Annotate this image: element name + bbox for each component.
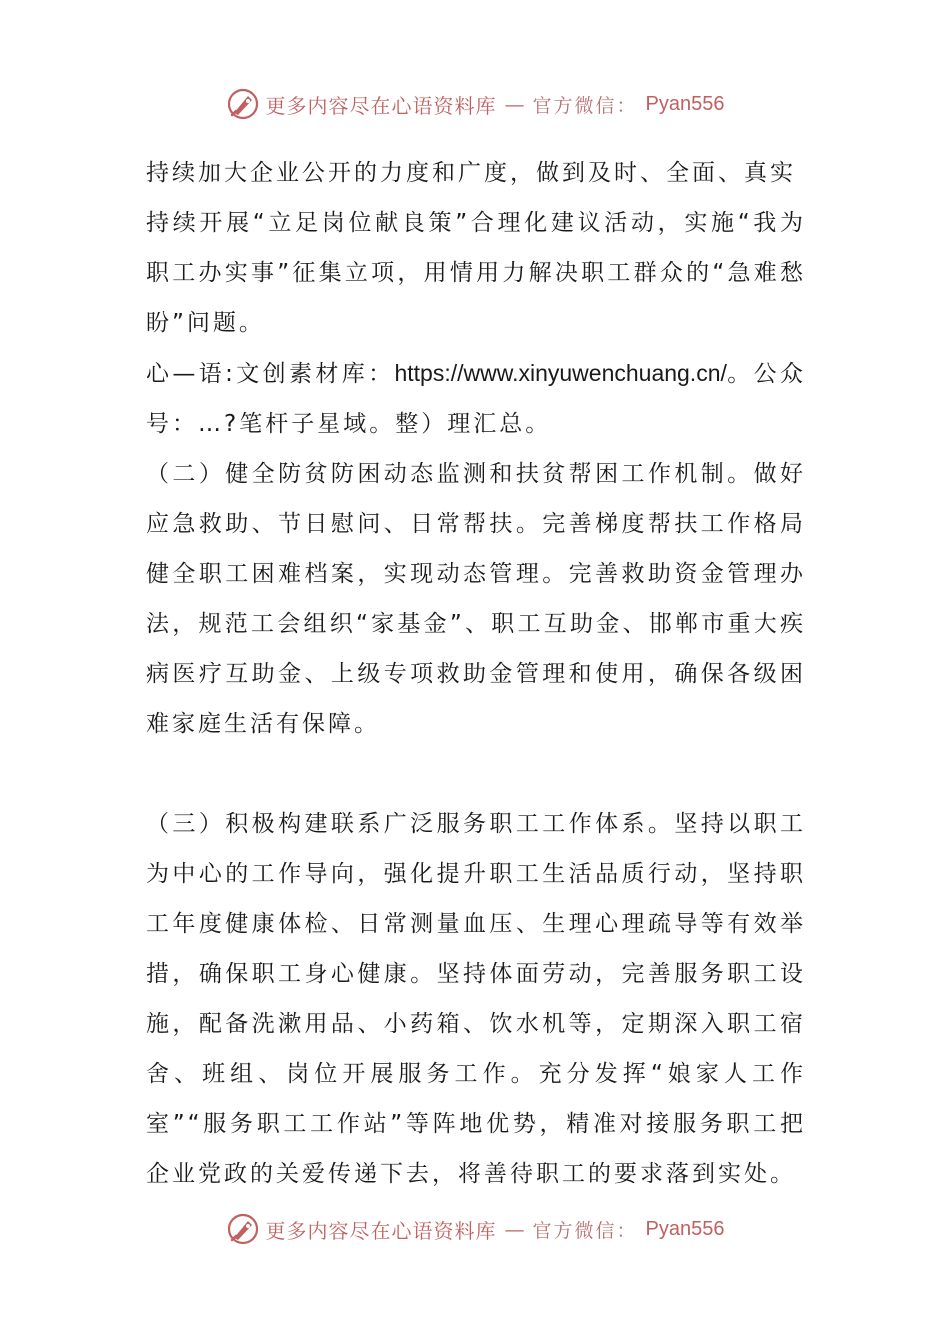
page-footer-banner xyxy=(0,1205,950,1253)
website-url: https://www.xinyuwenchuang.cn/ xyxy=(394,360,727,386)
footer-banner-wechat-id: Pyan556 xyxy=(645,1217,725,1240)
paragraph-5: （三）积极构建联系广泛服务职工工作体系。坚持以职工为中心的工作导向，强化提升职工生活品质行动，坚持职工年度健康体检、日常测量血压、生理心理疏导等有效举措，确保职工身心健康。坚持体面劳动，完善服务职工设施，配备洗漱用品、小药箱、饮水机等，定期深入职工宿舍、班组、岗位开展服务工作。充分发挥“娘家人工作室”“服务职工工作站”等阵地优势，精准对接服务职工把企业党政的关爱传递下去，将善待职工的要求落到实处。 xyxy=(146,811,806,1187)
header-banner xyxy=(226,87,725,121)
header-banner-wechat-label: 官方微信： xyxy=(532,94,638,117)
footer-banner-text: 更多内容尽在心语资料库 xyxy=(265,1218,497,1243)
document-body xyxy=(146,148,806,1199)
header-banner-dash: — xyxy=(504,92,525,116)
header-banner-wechat-id: Pyan556 xyxy=(645,92,725,115)
pen-nib-logo-icon xyxy=(226,87,260,121)
page-header-banner xyxy=(0,80,950,128)
paragraph-3-prefix: 心—语:文创素材库： xyxy=(146,361,395,387)
footer-banner-wechat-label: 官方微信： xyxy=(532,1219,638,1242)
header-banner-text: 更多内容尽在心语资料库 xyxy=(265,93,497,118)
paragraph-1: 持续加大企业公开的力度和广度，做到及时、全面、真实 xyxy=(146,160,796,186)
paragraph-3-suffix: 。公众号：…?笔杆子星域。整）理汇总。 xyxy=(146,361,807,437)
pen-nib-logo-icon xyxy=(226,1212,260,1246)
footer-banner xyxy=(226,1212,725,1246)
paragraph-4: （二）健全防贫防困动态监测和扶贫帮困工作机制。做好应急救助、节日慰问、日常帮扶。完善梯度帮扶工作格局健全职工困难档案，实现动态管理。完善救助资金管理办法，规范工会组织“家基金”、职工互助金、邯郸市重大疾病医疗互助金、上级专项救助金管理和使用，确保各级困难家庭生活有保障。 xyxy=(146,461,806,737)
footer-banner-dash: — xyxy=(504,1217,525,1241)
paragraph-3 xyxy=(146,348,806,449)
paragraph-2: 持续开展“立足岗位献良策”合理化建议活动，实施“我为职工办实事”征集立项，用情用力解决职工群众的“急难愁盼”问题。 xyxy=(146,210,806,336)
